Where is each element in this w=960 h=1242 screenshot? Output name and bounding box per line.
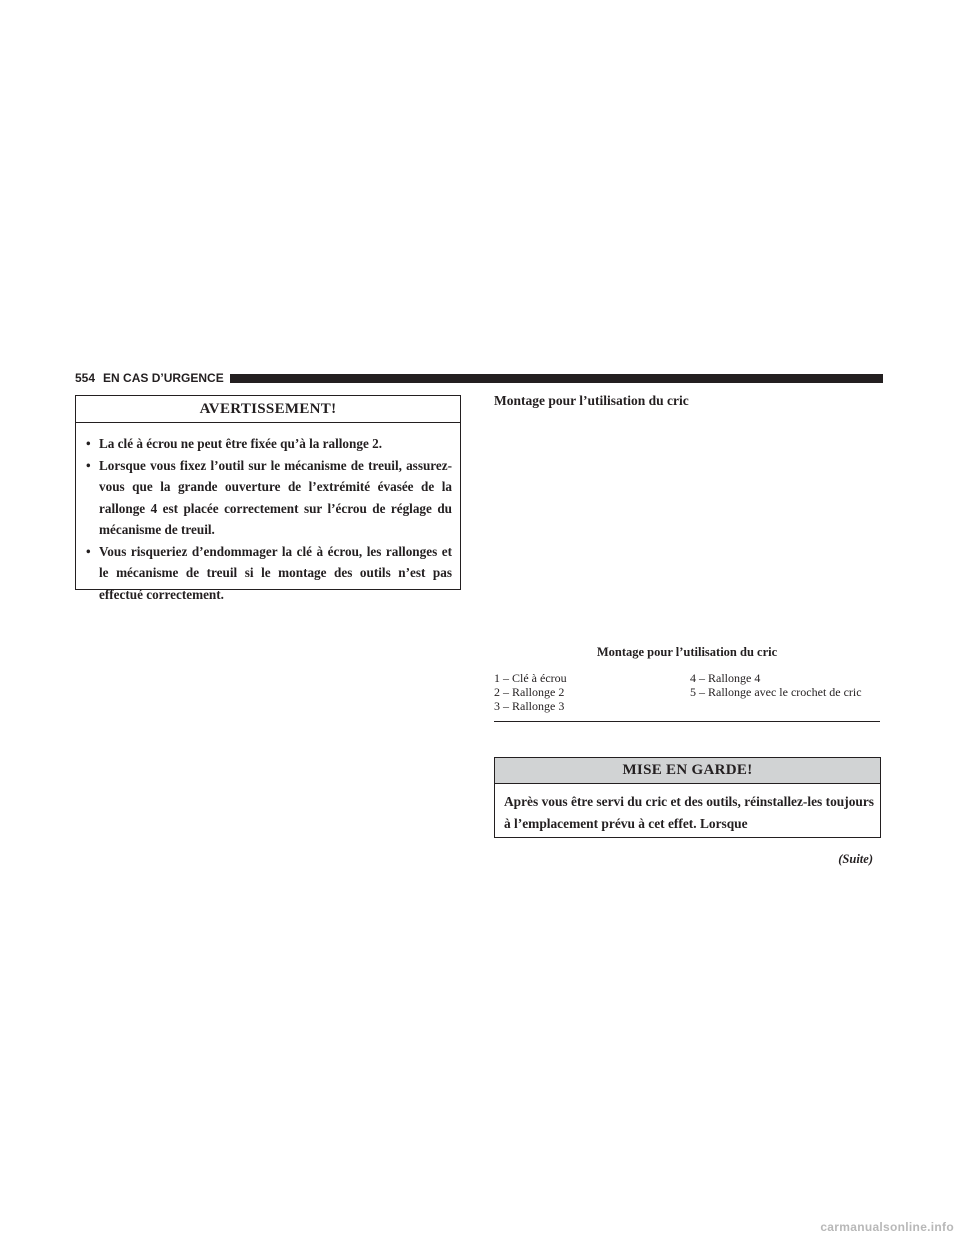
warning-title: AVERTISSEMENT! — [76, 396, 460, 423]
watermark-logo: carmanualsonline.info — [820, 1220, 954, 1234]
legend-item: 4 – Rallonge 4 — [690, 671, 761, 685]
bullet-icon: • — [86, 436, 91, 451]
warning-list — [76, 423, 460, 605]
legend-column-left — [494, 671, 690, 713]
figure-legend — [494, 671, 880, 713]
page-number: 554 — [75, 371, 96, 385]
warning-item — [86, 541, 452, 606]
section-heading: Montage pour l’utilisation du cric — [494, 393, 689, 408]
warning-box — [75, 395, 461, 602]
figure-image-area — [494, 418, 880, 636]
legend-item: 1 – Clé à écrou — [494, 671, 567, 685]
warning-item-text: Lorsque vous fixez l’outil sur le mécanisme de treuil, assurez-vous que la grande ouverture de l’extrémité évasée de la rallonge 4 est placée correctement sur l’écrou de réglage du mécanisme de treuil. — [99, 457, 452, 537]
caution-text: Après vous être servi du cric et des outils, réinstallez-les toujours à l’emplacement prévu à cet effet. Lorsque — [504, 794, 874, 831]
legend-item: 2 – Rallonge 2 — [494, 685, 565, 699]
section-title: EN CAS D’URGENCE — [103, 371, 224, 385]
caution-box — [494, 757, 881, 838]
bullet-icon: • — [86, 457, 91, 473]
figure-caption: Montage pour l’utilisation du cric — [596, 645, 778, 659]
page-header — [75, 370, 883, 386]
header-rule — [230, 374, 883, 383]
warning-item-text: La clé à écrou ne peut être fixée qu’à la rallonge 2. — [99, 436, 382, 451]
warning-item — [86, 433, 452, 455]
legend-divider — [494, 721, 880, 722]
legend-item: 3 – Rallonge 3 — [494, 699, 565, 713]
warning-item-text: Vous risqueriez d’endommager la clé à écrou, les rallonges et le mécanisme de treuil si le montage des outils n’est pas effectué correctement. — [99, 543, 452, 602]
warning-item — [86, 455, 452, 541]
bullet-icon: • — [86, 543, 91, 559]
legend-column-right — [690, 671, 880, 713]
caution-title: MISE EN GARDE! — [495, 758, 880, 784]
legend-item: 5 – Rallonge avec le crochet de cric — [690, 685, 862, 699]
continued-label: (Suite) — [838, 852, 873, 866]
